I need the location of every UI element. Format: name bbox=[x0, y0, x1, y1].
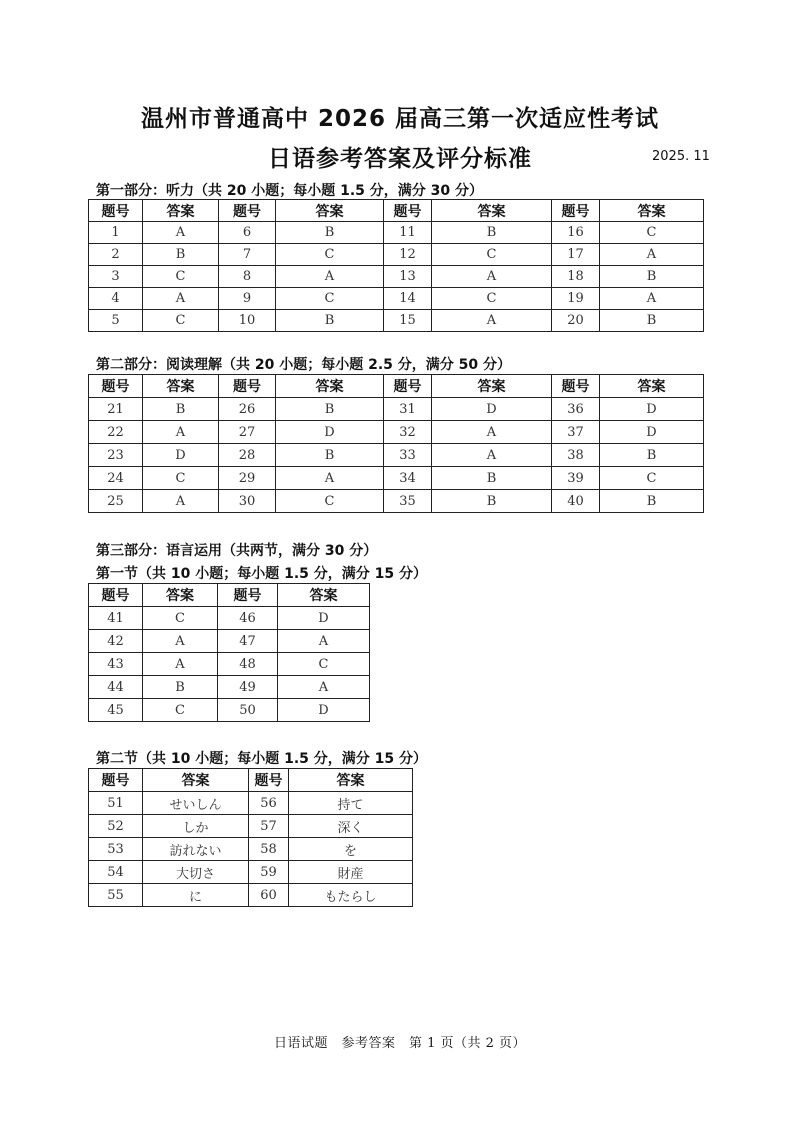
answer-cell: C bbox=[432, 244, 552, 266]
answer-cell: D bbox=[276, 421, 384, 444]
header-question-number: 题号 bbox=[552, 200, 600, 222]
question-number-cell: 23 bbox=[89, 444, 143, 467]
question-number-cell: 35 bbox=[384, 490, 432, 513]
answer-cell: B bbox=[276, 222, 384, 244]
question-number-cell: 17 bbox=[552, 244, 600, 266]
question-number-cell: 42 bbox=[89, 630, 143, 653]
header-question-number: 题号 bbox=[89, 375, 143, 398]
question-number-cell: 21 bbox=[89, 398, 143, 421]
question-number-cell: 28 bbox=[219, 444, 276, 467]
question-number-cell: 43 bbox=[89, 653, 143, 676]
answer-cell: D bbox=[143, 444, 219, 467]
table-row bbox=[89, 792, 413, 815]
answer-cell: C bbox=[278, 653, 370, 676]
answer-cell: A bbox=[143, 490, 219, 513]
part1-heading: 第一部分：听力（共 20 小题；每小题 1.5 分，满分 30 分） bbox=[96, 183, 484, 199]
question-number-cell: 59 bbox=[249, 861, 289, 884]
page-footer: 日语试题 参考答案 第 1 页（共 2 页） bbox=[273, 1036, 527, 1051]
table-row bbox=[89, 310, 704, 332]
answer-cell: B bbox=[600, 266, 704, 288]
table-row bbox=[89, 288, 704, 310]
answer-cell: B bbox=[432, 222, 552, 244]
answer-cell: B bbox=[276, 310, 384, 332]
question-number-cell: 2 bbox=[89, 244, 143, 266]
header-question-number: 题号 bbox=[249, 769, 289, 792]
answer-cell: に bbox=[143, 884, 249, 907]
answer-cell: 訪れない bbox=[143, 838, 249, 861]
table-row bbox=[89, 398, 704, 421]
table-row bbox=[89, 421, 704, 444]
table-header-row bbox=[89, 375, 704, 398]
answer-cell: C bbox=[600, 222, 704, 244]
header-question-number: 题号 bbox=[218, 584, 278, 607]
answer-cell: C bbox=[143, 266, 219, 288]
header-answer: 答案 bbox=[600, 200, 704, 222]
document-title: 温州市普通高中 2026 届高三第一次适应性考试 bbox=[140, 106, 660, 132]
question-number-cell: 31 bbox=[384, 398, 432, 421]
question-number-cell: 27 bbox=[219, 421, 276, 444]
question-number-cell: 29 bbox=[219, 467, 276, 490]
question-number-cell: 50 bbox=[218, 699, 278, 722]
header-answer: 答案 bbox=[143, 375, 219, 398]
question-number-cell: 4 bbox=[89, 288, 143, 310]
part3-section1-heading: 第一节（共 10 小题；每小题 1.5 分，满分 15 分） bbox=[96, 566, 428, 582]
answer-cell: D bbox=[432, 398, 552, 421]
answer-cell: を bbox=[289, 838, 413, 861]
answer-cell: A bbox=[432, 266, 552, 288]
header-answer: 答案 bbox=[143, 200, 219, 222]
question-number-cell: 41 bbox=[89, 607, 143, 630]
answer-cell: B bbox=[600, 310, 704, 332]
part3-section1-answer-table bbox=[88, 583, 370, 722]
answer-cell: D bbox=[600, 398, 704, 421]
question-number-cell: 18 bbox=[552, 266, 600, 288]
table-row bbox=[89, 653, 370, 676]
answer-cell: C bbox=[276, 490, 384, 513]
answer-cell: 大切さ bbox=[143, 861, 249, 884]
answer-cell: 深く bbox=[289, 815, 413, 838]
answer-cell: A bbox=[143, 630, 218, 653]
table-header-row bbox=[89, 769, 413, 792]
answer-cell: A bbox=[278, 630, 370, 653]
question-number-cell: 16 bbox=[552, 222, 600, 244]
question-number-cell: 7 bbox=[219, 244, 276, 266]
answer-cell: A bbox=[143, 653, 218, 676]
header-answer: 答案 bbox=[143, 769, 249, 792]
answer-cell: D bbox=[278, 607, 370, 630]
question-number-cell: 25 bbox=[89, 490, 143, 513]
question-number-cell: 34 bbox=[384, 467, 432, 490]
answer-cell: B bbox=[432, 467, 552, 490]
question-number-cell: 36 bbox=[552, 398, 600, 421]
answer-cell: A bbox=[143, 222, 219, 244]
question-number-cell: 3 bbox=[89, 266, 143, 288]
header-answer: 答案 bbox=[276, 375, 384, 398]
answer-cell: A bbox=[432, 421, 552, 444]
header-question-number: 题号 bbox=[384, 200, 432, 222]
table-row bbox=[89, 490, 704, 513]
part2-heading: 第二部分：阅读理解（共 20 小题；每小题 2.5 分，满分 50 分） bbox=[96, 357, 512, 373]
header-answer: 答案 bbox=[289, 769, 413, 792]
question-number-cell: 58 bbox=[249, 838, 289, 861]
answer-cell: B bbox=[143, 398, 219, 421]
table-row bbox=[89, 861, 413, 884]
header-answer: 答案 bbox=[278, 584, 370, 607]
header-answer: 答案 bbox=[276, 200, 384, 222]
header-question-number: 题号 bbox=[89, 200, 143, 222]
answer-cell: B bbox=[276, 444, 384, 467]
table-row bbox=[89, 699, 370, 722]
answer-cell: B bbox=[276, 398, 384, 421]
part3-heading: 第三部分：语言运用（共两节，满分 30 分） bbox=[96, 543, 378, 559]
question-number-cell: 33 bbox=[384, 444, 432, 467]
question-number-cell: 9 bbox=[219, 288, 276, 310]
answer-cell: B bbox=[143, 244, 219, 266]
answer-cell: A bbox=[276, 266, 384, 288]
question-number-cell: 45 bbox=[89, 699, 143, 722]
question-number-cell: 44 bbox=[89, 676, 143, 699]
table-header-row bbox=[89, 584, 370, 607]
answer-cell: D bbox=[600, 421, 704, 444]
question-number-cell: 22 bbox=[89, 421, 143, 444]
header-answer: 答案 bbox=[432, 375, 552, 398]
table-row bbox=[89, 607, 370, 630]
header-answer: 答案 bbox=[432, 200, 552, 222]
answer-cell: B bbox=[600, 444, 704, 467]
question-number-cell: 10 bbox=[219, 310, 276, 332]
table-row bbox=[89, 244, 704, 266]
table-row bbox=[89, 222, 704, 244]
question-number-cell: 51 bbox=[89, 792, 143, 815]
document-date: 2025. 11 bbox=[652, 149, 710, 164]
header-question-number: 题号 bbox=[89, 769, 143, 792]
answer-cell: C bbox=[143, 607, 218, 630]
answer-cell: C bbox=[432, 288, 552, 310]
question-number-cell: 53 bbox=[89, 838, 143, 861]
answer-cell: A bbox=[276, 467, 384, 490]
answer-cell: B bbox=[432, 490, 552, 513]
question-number-cell: 56 bbox=[249, 792, 289, 815]
question-number-cell: 5 bbox=[89, 310, 143, 332]
table-row bbox=[89, 630, 370, 653]
part3-section2-answer-table bbox=[88, 768, 413, 907]
answer-cell: B bbox=[143, 676, 218, 699]
answer-cell: A bbox=[278, 676, 370, 699]
question-number-cell: 48 bbox=[218, 653, 278, 676]
header-question-number: 题号 bbox=[552, 375, 600, 398]
answer-cell: 財産 bbox=[289, 861, 413, 884]
table-row bbox=[89, 815, 413, 838]
answer-cell: C bbox=[600, 467, 704, 490]
question-number-cell: 54 bbox=[89, 861, 143, 884]
answer-cell: C bbox=[143, 467, 219, 490]
header-question-number: 题号 bbox=[219, 200, 276, 222]
header-question-number: 题号 bbox=[89, 584, 143, 607]
answer-cell: A bbox=[432, 444, 552, 467]
answer-cell: せいしん bbox=[143, 792, 249, 815]
answer-cell: A bbox=[600, 288, 704, 310]
part1-answer-table bbox=[88, 199, 704, 332]
document-subtitle: 日语参考答案及评分标准 bbox=[268, 146, 532, 172]
question-number-cell: 13 bbox=[384, 266, 432, 288]
header-question-number: 题号 bbox=[384, 375, 432, 398]
answer-cell: C bbox=[143, 699, 218, 722]
question-number-cell: 1 bbox=[89, 222, 143, 244]
answer-cell: A bbox=[143, 421, 219, 444]
question-number-cell: 15 bbox=[384, 310, 432, 332]
question-number-cell: 19 bbox=[552, 288, 600, 310]
answer-cell: もたらし bbox=[289, 884, 413, 907]
table-header-row bbox=[89, 200, 704, 222]
question-number-cell: 26 bbox=[219, 398, 276, 421]
table-row bbox=[89, 838, 413, 861]
question-number-cell: 8 bbox=[219, 266, 276, 288]
answer-cell: A bbox=[143, 288, 219, 310]
table-row bbox=[89, 676, 370, 699]
question-number-cell: 40 bbox=[552, 490, 600, 513]
answer-cell: C bbox=[276, 244, 384, 266]
answer-cell: しか bbox=[143, 815, 249, 838]
header-question-number: 题号 bbox=[219, 375, 276, 398]
question-number-cell: 49 bbox=[218, 676, 278, 699]
question-number-cell: 32 bbox=[384, 421, 432, 444]
answer-cell: C bbox=[276, 288, 384, 310]
question-number-cell: 46 bbox=[218, 607, 278, 630]
question-number-cell: 55 bbox=[89, 884, 143, 907]
question-number-cell: 52 bbox=[89, 815, 143, 838]
answer-cell: B bbox=[600, 490, 704, 513]
question-number-cell: 47 bbox=[218, 630, 278, 653]
question-number-cell: 57 bbox=[249, 815, 289, 838]
answer-cell: C bbox=[143, 310, 219, 332]
table-row bbox=[89, 884, 413, 907]
question-number-cell: 20 bbox=[552, 310, 600, 332]
question-number-cell: 30 bbox=[219, 490, 276, 513]
question-number-cell: 38 bbox=[552, 444, 600, 467]
question-number-cell: 39 bbox=[552, 467, 600, 490]
question-number-cell: 37 bbox=[552, 421, 600, 444]
question-number-cell: 60 bbox=[249, 884, 289, 907]
question-number-cell: 6 bbox=[219, 222, 276, 244]
question-number-cell: 14 bbox=[384, 288, 432, 310]
table-row bbox=[89, 444, 704, 467]
header-answer: 答案 bbox=[143, 584, 218, 607]
answer-cell: D bbox=[278, 699, 370, 722]
part2-answer-table bbox=[88, 374, 704, 513]
table-row bbox=[89, 467, 704, 490]
question-number-cell: 11 bbox=[384, 222, 432, 244]
answer-cell: A bbox=[432, 310, 552, 332]
question-number-cell: 24 bbox=[89, 467, 143, 490]
question-number-cell: 12 bbox=[384, 244, 432, 266]
answer-cell: A bbox=[600, 244, 704, 266]
part3-section2-heading: 第二节（共 10 小题；每小题 1.5 分，满分 15 分） bbox=[96, 751, 428, 767]
table-row bbox=[89, 266, 704, 288]
answer-cell: 持て bbox=[289, 792, 413, 815]
header-answer: 答案 bbox=[600, 375, 704, 398]
